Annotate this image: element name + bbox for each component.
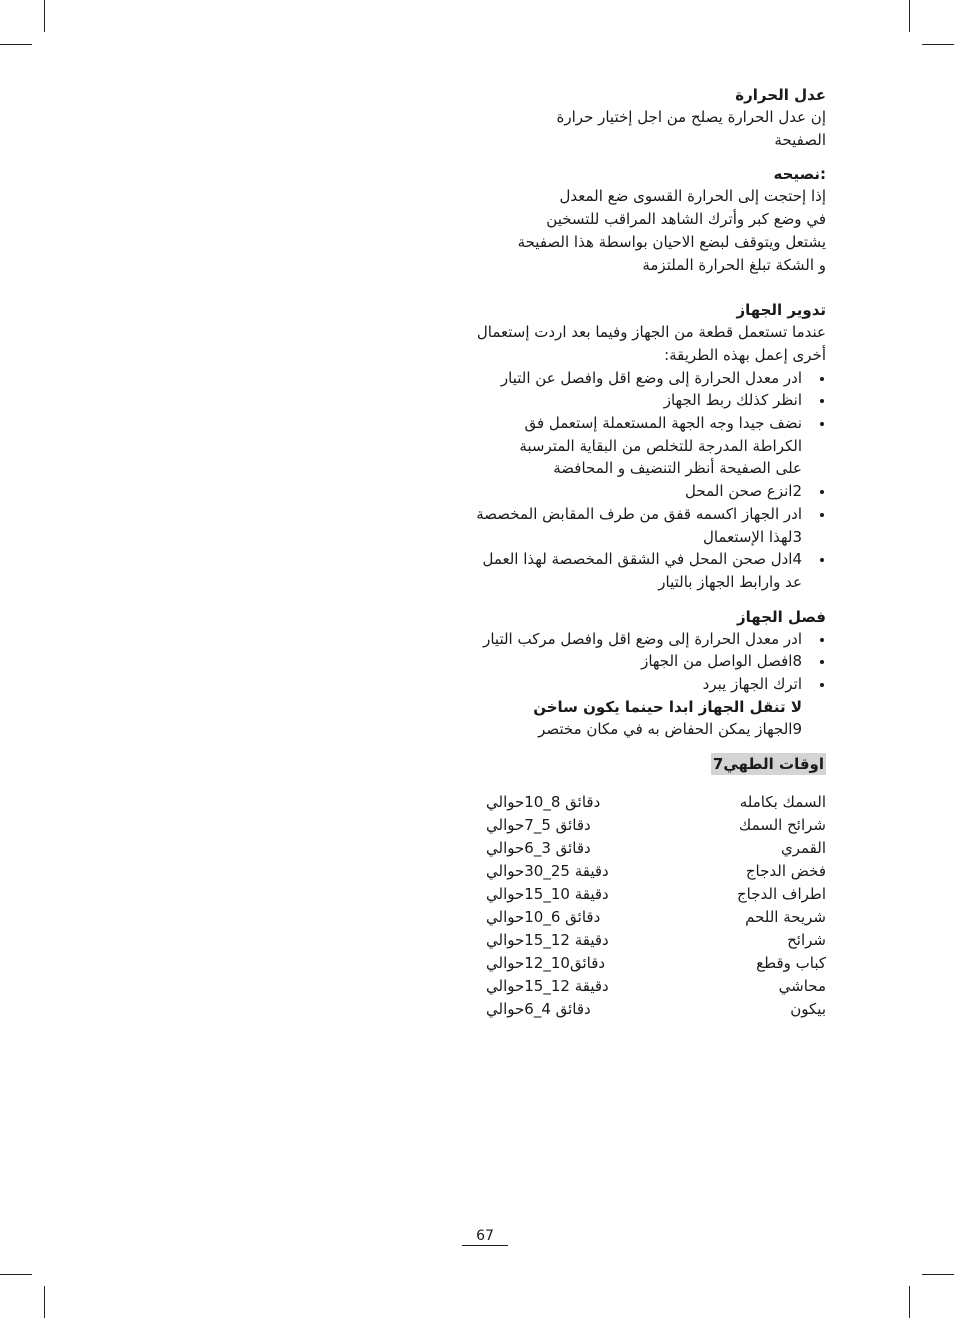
warning-text: لا تنقل الجهاز ابدا حينما يكون ساخن [533,697,802,716]
time-value: دقائق10_12حوالي [486,954,606,973]
thermostat-line: الصفيحة [774,130,826,149]
food-column [666,791,826,1021]
crop-mark-bottom-left-h [0,1274,32,1275]
time-column [486,791,666,1021]
storage-heading: تدوير الجهاز [736,301,826,320]
thermostat-line: إن عدل الحرارة يصلح من اجل إختيار حرارة [556,108,826,126]
time-value: دقائق 5_7حوالي [486,816,591,835]
time-value: دقيقة 10_15حوالي [486,885,609,904]
cleaning-heading: فصل الجهاز [737,607,826,626]
storage-section [440,299,826,593]
food-name: شرائح [787,931,826,950]
advice-heading: :نصيحه [773,165,826,184]
list-item-continuation: على الصفيحة أنظر التنضيف و المحافضة [553,459,802,478]
storage-list [440,367,826,594]
times-section [440,753,826,1021]
list-item: 8افصل الواصل من الجهاز [440,650,802,673]
crop-mark-top-right-v [909,0,910,32]
storage-intro: عندما تستعمل قطعة من الجهاز وفيما بعد اردت إستعمال [476,323,826,342]
food-name: السمك بكامله [739,793,826,812]
crop-mark-top-right-h [922,44,954,45]
list-item: 4ادل صحن المحل في الشقق المخصصة لهذا العمل [440,548,802,571]
list-item: اترك الجهاز يبرد [440,673,802,696]
crop-mark-bottom-left-v [44,1286,45,1318]
crop-mark-top-left-v [44,0,45,32]
cleaning-section [440,606,826,742]
advice-section [440,163,826,276]
food-name: اطراف الدجاج [736,885,826,904]
advice-line: يشتعل ويتوقف لبضع الاحيان بواسطة هذا الصفيحة [517,232,826,251]
food-name: محاشي [778,977,826,996]
list-item-continuation: 9الجهاز يمكن الحفاض به في مكان مختصر [538,720,802,739]
time-value: دقائق 8_10حوالي [486,793,601,812]
list-item-continuation: عد وارابط الجهاز بالتيار [658,572,802,591]
list-item: ادر معدل الحرارة إلى وضع اقل وافصل مركب التيار [440,628,802,651]
advice-line: و الشكة تبلغ الحرارة الملتزمة [642,255,826,274]
list-item-continuation: الكراطة المدرجة للتخلص من البقاية المترسبة [519,436,802,455]
time-value: دقائق 4_6حوالي [486,1000,591,1019]
list-item-continuation: 3لهذا الإستعمال [702,527,802,546]
time-value: دقيقة 12_15حوالي [486,931,609,950]
storage-intro: أخرى إعمل بهذه الطريقة: [664,345,826,364]
time-value: دقيقة 25_30حوالي [486,862,609,881]
food-name: القمري [780,839,826,858]
list-item: نضف جيدا وجه الجهة المستعملة إستعمل فق [440,412,802,435]
cleaning-list [440,628,826,742]
times-table [440,791,826,1021]
list-item: 2انزع صحن المحل [440,480,802,503]
thermostat-heading: عدل الحرارة [735,86,826,104]
food-name: شريحة اللحم [745,908,826,927]
advice-line: إذا إحتجت إلى الحرارة القسوى ضع المعدل [559,187,826,206]
food-name: كباب وقطع [756,954,826,973]
times-heading: اوقات الطهي7 [712,755,824,774]
time-value: دقائق 3_6حوالي [486,839,591,858]
crop-mark-bottom-right-h [922,1274,954,1275]
page-content [440,84,826,1021]
food-name: بيكون [790,1000,826,1019]
page-number: 67 [462,1228,508,1246]
food-name: فخض الدجاج [745,862,826,881]
time-value: دقائق 6_10حوالي [486,908,601,927]
list-item: ادر الجهاز اكسمه قفق من طرف المقابض المخصصة [440,503,802,526]
food-name: شرائح السمك [738,816,826,835]
crop-mark-bottom-right-v [909,1286,910,1318]
list-item: انظر كذلك ربط الجهاز [440,389,802,412]
crop-mark-top-left-h [0,44,32,45]
thermostat-section [440,84,826,151]
list-item: ادر معدل الحرارة إلى وضع اقل وافصل عن التيار [440,367,802,390]
time-value: دقيقة 12_15حوالي [486,977,609,996]
advice-line: في وضع كبر وأترك الشاهد المراقب للتسخين [546,210,826,229]
